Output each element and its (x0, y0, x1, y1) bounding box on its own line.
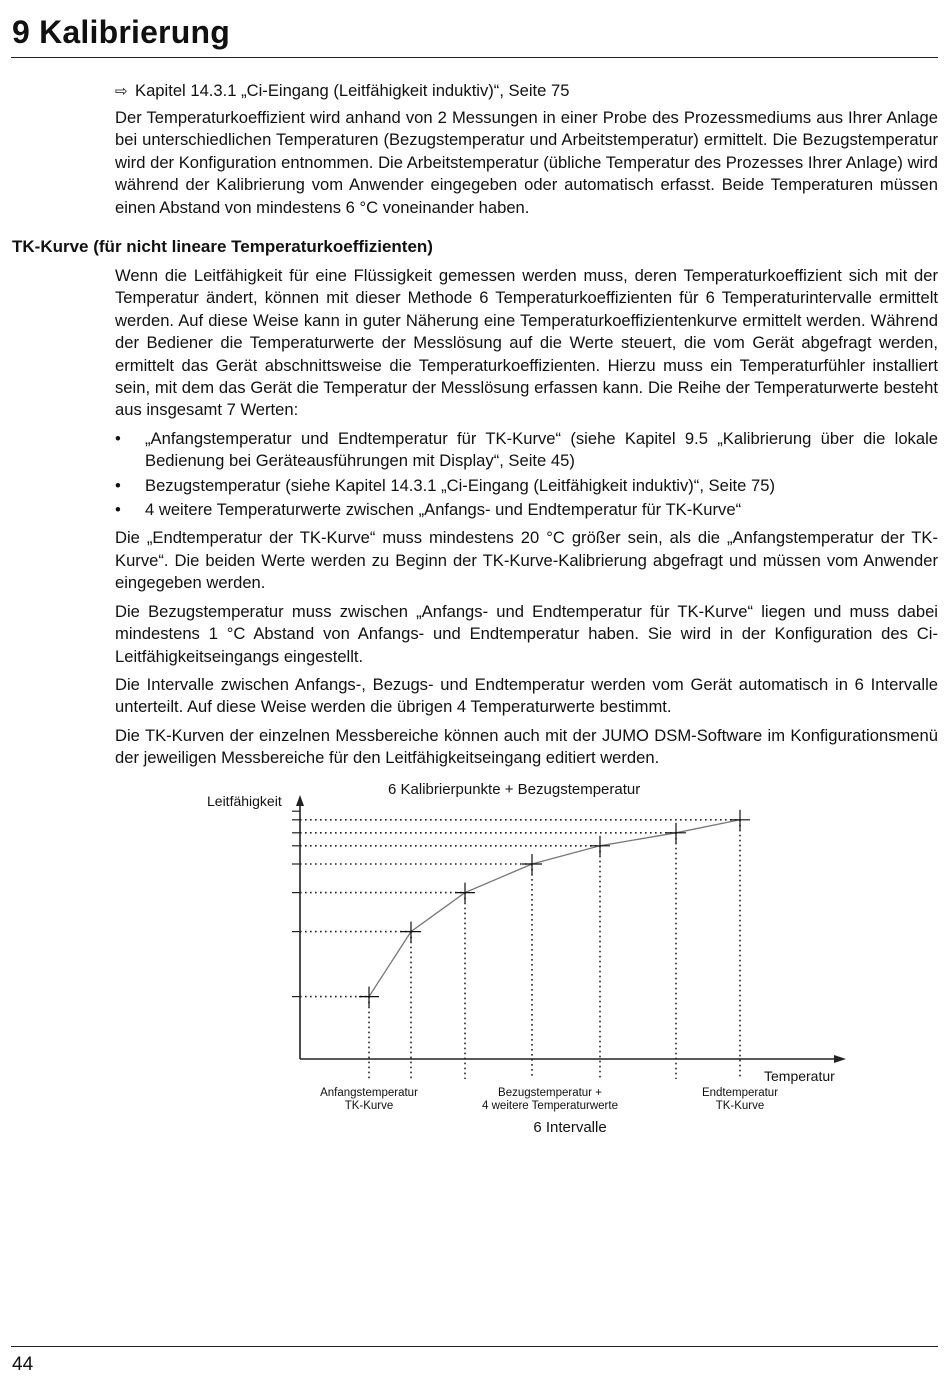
bullet-text: Bezugstemperatur (siehe Kapitel 14.3.1 „Ci-Eingang (Leitfähigkeit induktiv)“, Seite 75) (145, 475, 775, 495)
guide-lines (292, 811, 740, 1079)
y-axis-label: Leitfähigkeit (207, 793, 282, 809)
arrow-right-icon: ⇨ (115, 83, 128, 100)
bullet-icon: • (115, 428, 121, 448)
calibration-curve (369, 820, 740, 997)
footer-rule (11, 1346, 938, 1347)
page-number: 44 (12, 1354, 34, 1375)
cross-reference-text: Kapitel 14.3.1 „Ci-Eingang (Leitfähigkeit induktiv)“, Seite 75 (135, 81, 570, 100)
section-paragraph-4: Die Intervalle zwischen Anfangs-, Bezugs- und Endtemperatur werden vom Gerät automatisch in 6 Intervalle unterteilt. Auf diese Weise werden die übrigen 4 Temperaturwerte bestimmt. (115, 674, 938, 717)
curve-line (369, 820, 740, 997)
intro-block (115, 107, 938, 219)
cross-reference[interactable] (115, 80, 569, 103)
bullet-icon: • (115, 500, 121, 520)
bullet-list (115, 428, 938, 522)
label-mid-line2: 4 weitere Temperaturwerte (482, 1100, 618, 1112)
tk-curve-svg (180, 770, 860, 1150)
bullet-icon: • (115, 475, 121, 495)
calibration-points (359, 810, 750, 1007)
label-start-line1: Anfangstemperatur (320, 1087, 418, 1099)
section-heading: TK-Kurve (für nicht lineare Temperaturkoeffizienten) (12, 237, 433, 256)
bullet-text: „Anfangstemperatur und Endtemperatur für TK-Kurve“ (siehe Kapitel 9.5 „Kalibrierung über die lokale Bedienung bei Geräteausführungen mit Display“, Seite 45) (145, 428, 938, 471)
bullet-item (115, 428, 938, 473)
section-body (115, 265, 938, 770)
label-end-line1: Endtemperatur (701, 1087, 779, 1099)
y-axis-arrow-icon (296, 795, 304, 806)
section-paragraph-2: Die „Endtemperatur der TK-Kurve“ muss mindestens 20 °C größer sein, als die „Anfangstemperatur der TK-Kurve“. Die beiden Werte werden zu Beginn der TK-Kurve-Kalibrierung abgefragt und müssen vom Anwender eingegeben werden. (115, 528, 938, 593)
x-axis-label: Temperatur (764, 1068, 835, 1084)
bullet-text: 4 weitere Temperaturwerte zwischen „Anfangs- und Endtemperatur für TK-Kurve“ (145, 500, 742, 520)
section-paragraph-3: Die Bezugstemperatur muss zwischen „Anfangs- und Endtemperatur für TK-Kurve“ liegen und muss dabei mindestens 1 °C Abstand von Anfangs- und Endtemperatur haben. Sie wird in der Konfiguration des Ci-Leitfähigkeitseingangs eingestellt. (115, 601, 938, 666)
chapter-title: 9 Kalibrierung (12, 14, 230, 50)
label-start-line2: TK-Kurve (344, 1100, 394, 1112)
header-rule (11, 57, 938, 58)
intervals-label: 6 Intervalle (533, 1119, 607, 1136)
section-paragraph-1: Wenn die Leitfähigkeit für eine Flüssigkeit gemessen werden muss, deren Temperaturkoeffizient sich mit der Temperatur ändert, können mit dieser Methode 6 Temperaturkoeffizienten für 6 Temperaturintervalle ermittelt werden. Auf diese Weise kann in guter Näherung eine Temperaturkoeffizientenkurve ermittelt werden. Während der Bediener die Temperaturwerte der Messlösung auf die Werte steuert, die vom Gerät abgefragt werden, ermittelt das Gerät abschnittsweise die Temperaturkoeffizienten. Hierzu muss ein Temperaturfühler installiert sein, mit dem das Gerät die Temperatur der Messlösung erfassen kann. Die Reihe der Temperaturwerte besteht aus insgesamt 7 Werten: (115, 266, 938, 420)
tk-curve-diagram (180, 770, 860, 1150)
label-mid-line1: Bezugstemperatur + (498, 1087, 602, 1099)
bullet-item (115, 475, 938, 497)
x-axis-arrow-icon (834, 1055, 846, 1063)
bullet-item (115, 499, 938, 521)
intro-paragraph: Der Temperaturkoeffizient wird anhand von 2 Messungen in einer Probe des Prozessmediums aus Ihrer Anlage bei unterschiedlichen Temperaturen (Bezugstemperatur und Arbeitstemperatur) ermittelt. Die Bezugstemperatur wird der Konfiguration entnommen. Die Arbeitstemperatur (übliche Temperatur des Prozesses Ihrer Anlage) wird während der Kalibrierung vom Anwender eingegeben oder automatisch erfasst. Beide Temperaturen müssen einen Abstand von mindestens 6 °C voneinander haben. (115, 108, 938, 217)
diagram-title: 6 Kalibrierpunkte + Bezugstemperatur (388, 781, 641, 798)
label-end-line2: TK-Kurve (715, 1100, 765, 1112)
section-paragraph-5: Die TK-Kurven der einzelnen Messbereiche können auch mit der JUMO DSM-Software im Konfigurationsmenü der jeweiligen Messbereiche für den Leitfähigkeitseingang editiert werden. (115, 725, 938, 768)
